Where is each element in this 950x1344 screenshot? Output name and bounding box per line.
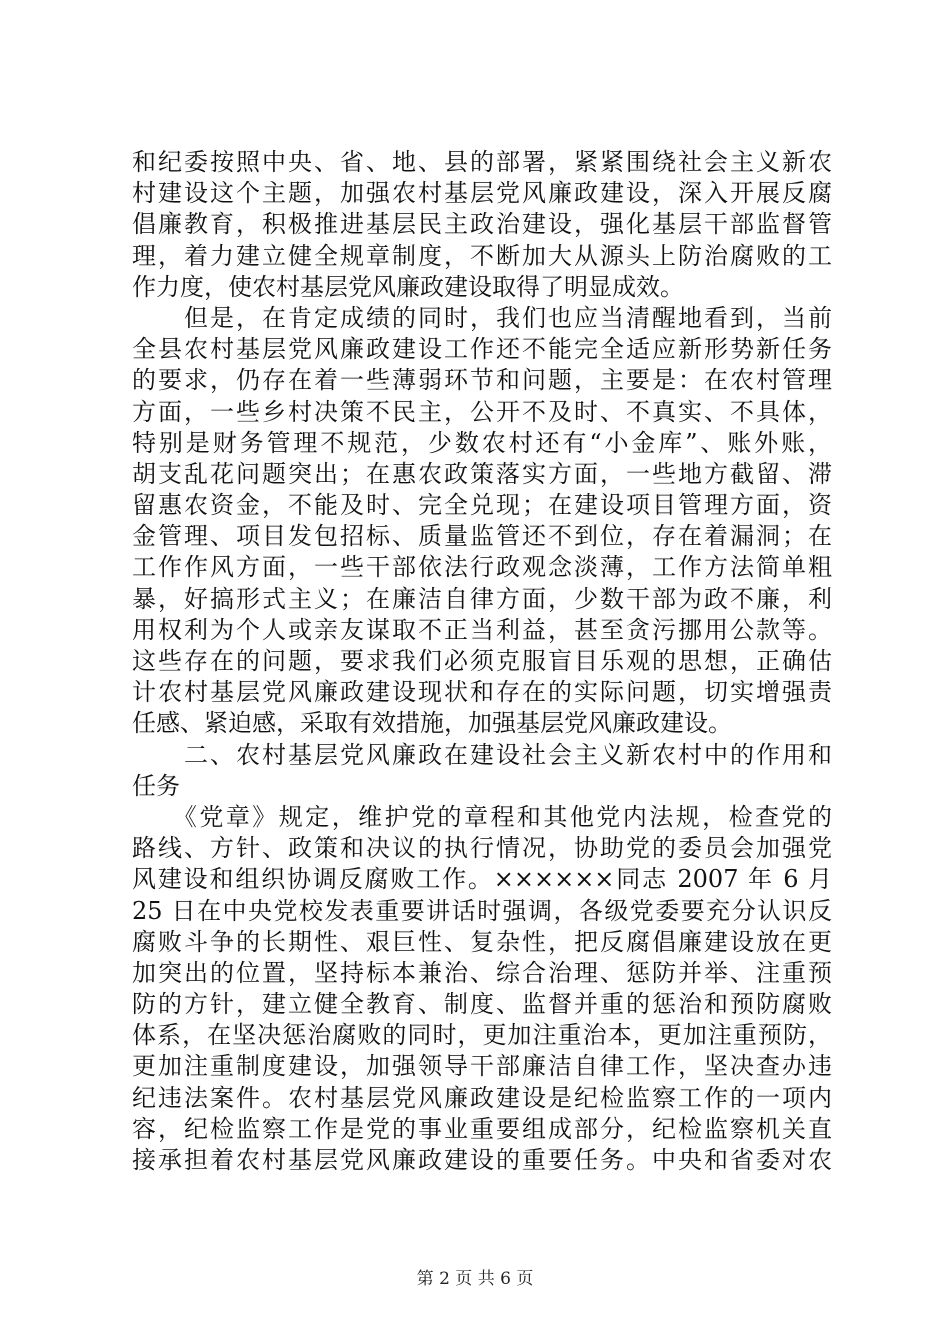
text-line: 方面，一些乡村决策不民主，公开不及时、不真实、不具体， [132,397,832,426]
section-heading-line: 二、农村基层党风廉政在建设社会主义新农村中的作用和 [132,740,832,769]
text-line: 倡廉教育，积极推进基层民主政治建设，强化基层干部监督管 [132,210,832,239]
text-line: 容，纪检监察工作是党的事业重要组成部分，纪检监察机关直 [132,1114,832,1143]
text-line: 和纪委按照中央、省、地、县的部署，紧紧围绕社会主义新农 [132,148,832,176]
text-line: 25 日在中央党校发表重要讲话时强调，各级党委要充分认识反 [132,896,832,925]
text-line: 作力度，使农村基层党风廉政建设取得了明显成效。 [132,272,684,301]
text-line: 工作作风方面，一些干部依法行政观念淡薄，工作方法简单粗 [132,553,832,582]
text-line: 加突出的位置，坚持标本兼治、综合治理、惩防并举、注重预 [132,958,832,987]
text-line: 接承担着农村基层党风廉政建设的重要任务。中央和省委对农 [132,1146,832,1174]
text-line: 理，着力建立健全规章制度，不断加大从源头上防治腐败的工 [132,241,832,270]
text-line: 体系，在坚决惩治腐败的同时，更加注重治本，更加注重预防， [132,1021,832,1050]
text-line: 这些存在的问题，要求我们必须克服盲目乐观的思想，正确估 [132,647,832,675]
text-line: 全县农村基层党风廉政建设工作还不能完全适应新形势新任务 [132,335,832,364]
text-line: 《党章》规定，维护党的章程和其他党内法规，检查党的 [132,802,832,831]
text-line: 胡支乱花问题突出；在惠农政策落实方面，一些地方截留、滞 [132,459,832,488]
text-line: 的要求，仍存在着一些薄弱环节和问题，主要是：在农村管理 [132,366,832,395]
section-heading-line: 任务 [132,771,180,800]
text-line: 防的方针，建立健全教育、制度、监督并重的惩治和预防腐败 [132,990,832,1019]
text-line: 任感、紧迫感，采取有效措施，加强基层党风廉政建设。 [132,709,732,738]
text-line: 腐败斗争的长期性、艰巨性、复杂性，把反腐倡廉建设放在更 [132,927,832,956]
text-line: 金管理、项目发包招标、质量监管还不到位，存在着漏洞；在 [132,522,832,551]
text-line: 特别是财务管理不规范，少数农村还有“小金库”、账外账， [132,428,832,457]
text-line: 计农村基层党风廉政建设现状和存在的实际问题，切实增强责 [132,678,832,707]
body-text [132,147,832,1176]
text-line: 留惠农资金，不能及时、完全兑现；在建设项目管理方面，资 [132,491,832,520]
text-line: 但是，在肯定成绩的同时，我们也应当清醒地看到，当前 [132,303,832,332]
text-line: 风建设和组织协调反腐败工作。××××××同志 2007 年 6 月 [132,865,832,894]
text-line: 更加注重制度建设，加强领导干部廉洁自律工作，坚决查办违 [132,1052,832,1081]
page-footer: 第 2 页 共 6 页 [416,1269,534,1289]
text-line: 纪违法案件。农村基层党风廉政建设是纪检监察工作的一项内 [132,1083,832,1112]
text-line: 暴，好搞形式主义；在廉洁自律方面，少数干部为政不廉，利 [132,584,832,613]
text-line: 路线、方针、政策和决议的执行情况，协助党的委员会加强党 [132,834,832,863]
text-line: 村建设这个主题，加强农村基层党风廉政建设，深入开展反腐 [132,179,832,208]
text-line: 用权利为个人或亲友谋取不正当利益，甚至贪污挪用公款等。 [132,615,832,644]
